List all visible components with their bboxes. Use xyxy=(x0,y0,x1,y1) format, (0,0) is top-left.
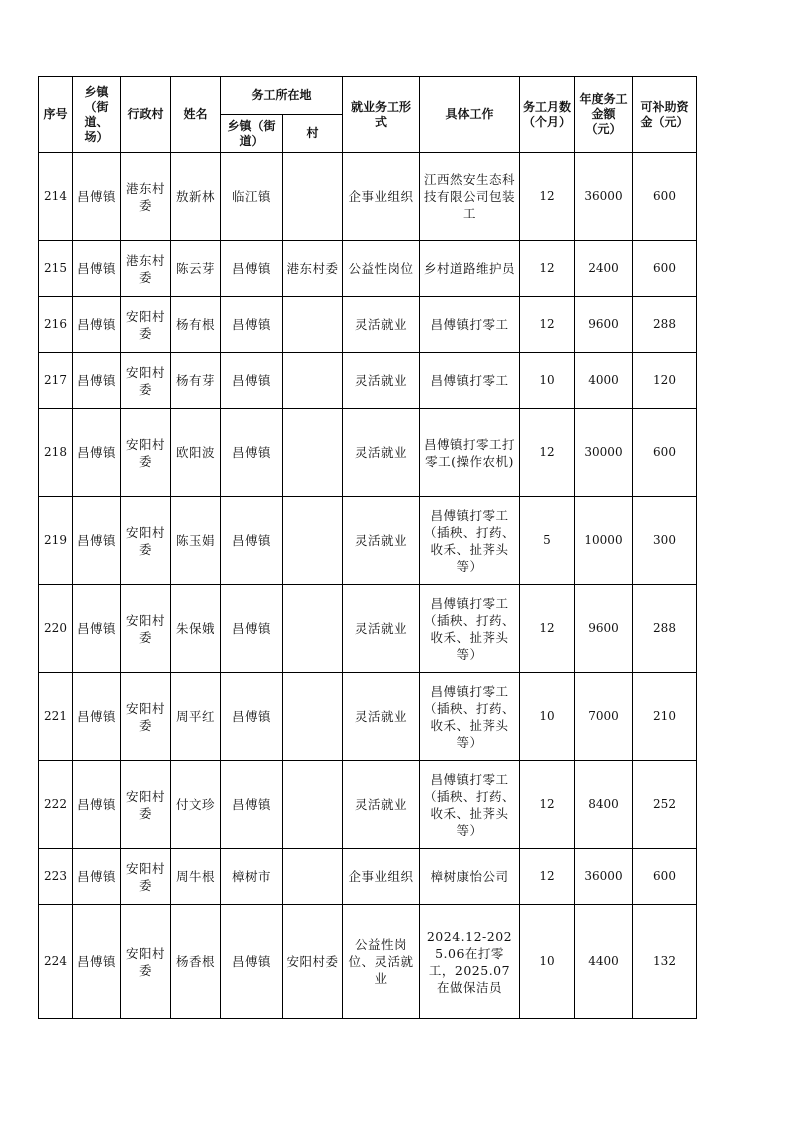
income-cell: 4000 xyxy=(575,353,633,409)
work-form-cell: 公益性岗位、灵活就业 xyxy=(343,905,420,1019)
work-town-cell: 临江镇 xyxy=(221,153,283,241)
township-cell: 昌傅镇 xyxy=(73,673,121,761)
header-income: 年度务工金额（元） xyxy=(575,77,633,153)
village-cell: 安阳村委 xyxy=(121,849,171,905)
name-cell: 欧阳波 xyxy=(171,409,221,497)
job-detail-cell: 昌傅镇打零工（插秧、打药、收禾、扯荠头等） xyxy=(420,673,520,761)
months-cell: 12 xyxy=(520,241,575,297)
work-village-cell: 港东村委 xyxy=(283,241,343,297)
work-form-cell: 灵活就业 xyxy=(343,409,420,497)
income-cell: 30000 xyxy=(575,409,633,497)
work-form-cell: 企事业组织 xyxy=(343,849,420,905)
seq-cell: 219 xyxy=(39,497,73,585)
income-cell: 9600 xyxy=(575,585,633,673)
seq-cell: 215 xyxy=(39,241,73,297)
name-cell: 周平红 xyxy=(171,673,221,761)
job-detail-cell: 樟树康怡公司 xyxy=(420,849,520,905)
seq-cell: 214 xyxy=(39,153,73,241)
months-cell: 12 xyxy=(520,409,575,497)
name-cell: 杨有芽 xyxy=(171,353,221,409)
income-cell: 4400 xyxy=(575,905,633,1019)
name-cell: 朱保娥 xyxy=(171,585,221,673)
income-cell: 7000 xyxy=(575,673,633,761)
subsidy-cell: 600 xyxy=(633,409,697,497)
township-cell: 昌傅镇 xyxy=(73,153,121,241)
work-town-cell: 昌傅镇 xyxy=(221,241,283,297)
work-form-cell: 企事业组织 xyxy=(343,153,420,241)
months-cell: 12 xyxy=(520,297,575,353)
employment-subsidy-table xyxy=(38,76,697,1019)
village-cell: 安阳村委 xyxy=(121,409,171,497)
work-village-cell xyxy=(283,153,343,241)
table-row xyxy=(39,353,697,409)
months-cell: 10 xyxy=(520,673,575,761)
seq-cell: 223 xyxy=(39,849,73,905)
township-cell: 昌傅镇 xyxy=(73,497,121,585)
income-cell: 10000 xyxy=(575,497,633,585)
township-cell: 昌傅镇 xyxy=(73,353,121,409)
months-cell: 12 xyxy=(520,153,575,241)
subsidy-cell: 252 xyxy=(633,761,697,849)
job-detail-cell: 昌傅镇打零工 xyxy=(420,297,520,353)
work-village-cell xyxy=(283,761,343,849)
months-cell: 12 xyxy=(520,585,575,673)
work-form-cell: 灵活就业 xyxy=(343,353,420,409)
header-work-place: 务工所在地 xyxy=(221,77,343,115)
subsidy-cell: 300 xyxy=(633,497,697,585)
header-village: 行政村 xyxy=(121,77,171,153)
table-row xyxy=(39,409,697,497)
table-row xyxy=(39,585,697,673)
township-cell: 昌傅镇 xyxy=(73,409,121,497)
table-row xyxy=(39,497,697,585)
seq-cell: 222 xyxy=(39,761,73,849)
work-form-cell: 灵活就业 xyxy=(343,585,420,673)
work-form-cell: 灵活就业 xyxy=(343,673,420,761)
work-village-cell xyxy=(283,497,343,585)
table-row xyxy=(39,905,697,1019)
township-cell: 昌傅镇 xyxy=(73,905,121,1019)
work-town-cell: 昌傅镇 xyxy=(221,585,283,673)
village-cell: 安阳村委 xyxy=(121,497,171,585)
seq-cell: 216 xyxy=(39,297,73,353)
name-cell: 杨有根 xyxy=(171,297,221,353)
subsidy-cell: 288 xyxy=(633,585,697,673)
months-cell: 5 xyxy=(520,497,575,585)
income-cell: 9600 xyxy=(575,297,633,353)
income-cell: 8400 xyxy=(575,761,633,849)
seq-cell: 218 xyxy=(39,409,73,497)
job-detail-cell: 乡村道路维护员 xyxy=(420,241,520,297)
name-cell: 付文珍 xyxy=(171,761,221,849)
work-village-cell: 安阳村委 xyxy=(283,905,343,1019)
work-form-cell: 灵活就业 xyxy=(343,297,420,353)
village-cell: 安阳村委 xyxy=(121,761,171,849)
name-cell: 周牛根 xyxy=(171,849,221,905)
table-row xyxy=(39,153,697,241)
table-row xyxy=(39,761,697,849)
name-cell: 敖新林 xyxy=(171,153,221,241)
job-detail-cell: 昌傅镇打零工打零工(操作农机) xyxy=(420,409,520,497)
table-row xyxy=(39,673,697,761)
job-detail-cell: 昌傅镇打零工（插秧、打药、收禾、扯荠头等） xyxy=(420,761,520,849)
village-cell: 安阳村委 xyxy=(121,673,171,761)
work-town-cell: 樟树市 xyxy=(221,849,283,905)
subsidy-cell: 600 xyxy=(633,153,697,241)
header-seq: 序号 xyxy=(39,77,73,153)
job-detail-cell: 昌傅镇打零工 xyxy=(420,353,520,409)
name-cell: 杨香根 xyxy=(171,905,221,1019)
village-cell: 安阳村委 xyxy=(121,297,171,353)
job-detail-cell: 2024.12-2025.06在打零工，2025.07在做保洁员 xyxy=(420,905,520,1019)
work-village-cell xyxy=(283,297,343,353)
work-town-cell: 昌傅镇 xyxy=(221,761,283,849)
village-cell: 安阳村委 xyxy=(121,585,171,673)
job-detail-cell: 昌傅镇打零工（插秧、打药、收禾、扯荠头等） xyxy=(420,497,520,585)
village-cell: 安阳村委 xyxy=(121,905,171,1019)
seq-cell: 217 xyxy=(39,353,73,409)
months-cell: 12 xyxy=(520,849,575,905)
months-cell: 10 xyxy=(520,905,575,1019)
name-cell: 陈云芽 xyxy=(171,241,221,297)
village-cell: 港东村委 xyxy=(121,153,171,241)
township-cell: 昌傅镇 xyxy=(73,297,121,353)
seq-cell: 220 xyxy=(39,585,73,673)
subsidy-cell: 120 xyxy=(633,353,697,409)
table-body xyxy=(39,153,697,1019)
work-form-cell: 灵活就业 xyxy=(343,497,420,585)
work-town-cell: 昌傅镇 xyxy=(221,673,283,761)
seq-cell: 221 xyxy=(39,673,73,761)
subsidy-cell: 210 xyxy=(633,673,697,761)
work-town-cell: 昌傅镇 xyxy=(221,353,283,409)
income-cell: 36000 xyxy=(575,849,633,905)
header-name: 姓名 xyxy=(171,77,221,153)
village-cell: 安阳村委 xyxy=(121,353,171,409)
name-cell: 陈玉娟 xyxy=(171,497,221,585)
header-months: 务工月数（个月） xyxy=(520,77,575,153)
table-row xyxy=(39,849,697,905)
work-village-cell xyxy=(283,585,343,673)
header-work-town: 乡镇（街道） xyxy=(221,115,283,153)
seq-cell: 224 xyxy=(39,905,73,1019)
work-town-cell: 昌傅镇 xyxy=(221,409,283,497)
work-village-cell xyxy=(283,353,343,409)
work-village-cell xyxy=(283,409,343,497)
header-form: 就业务工形式 xyxy=(343,77,420,153)
township-cell: 昌傅镇 xyxy=(73,761,121,849)
job-detail-cell: 昌傅镇打零工（插秧、打药、收禾、扯荠头等） xyxy=(420,585,520,673)
work-form-cell: 灵活就业 xyxy=(343,761,420,849)
village-cell: 港东村委 xyxy=(121,241,171,297)
header-job: 具体工作 xyxy=(420,77,520,153)
header-township: 乡镇（街道、场） xyxy=(73,77,121,153)
job-detail-cell: 江西然安生态科技有限公司包装工 xyxy=(420,153,520,241)
work-town-cell: 昌傅镇 xyxy=(221,905,283,1019)
income-cell: 2400 xyxy=(575,241,633,297)
township-cell: 昌傅镇 xyxy=(73,241,121,297)
township-cell: 昌傅镇 xyxy=(73,585,121,673)
table-row xyxy=(39,297,697,353)
header-subsidy: 可补助资金（元） xyxy=(633,77,697,153)
subsidy-cell: 600 xyxy=(633,241,697,297)
township-cell: 昌傅镇 xyxy=(73,849,121,905)
months-cell: 10 xyxy=(520,353,575,409)
months-cell: 12 xyxy=(520,761,575,849)
work-town-cell: 昌傅镇 xyxy=(221,297,283,353)
work-form-cell: 公益性岗位 xyxy=(343,241,420,297)
subsidy-cell: 288 xyxy=(633,297,697,353)
work-village-cell xyxy=(283,673,343,761)
income-cell: 36000 xyxy=(575,153,633,241)
subsidy-cell: 132 xyxy=(633,905,697,1019)
header-work-village: 村 xyxy=(283,115,343,153)
table-row xyxy=(39,241,697,297)
subsidy-cell: 600 xyxy=(633,849,697,905)
work-town-cell: 昌傅镇 xyxy=(221,497,283,585)
work-village-cell xyxy=(283,849,343,905)
